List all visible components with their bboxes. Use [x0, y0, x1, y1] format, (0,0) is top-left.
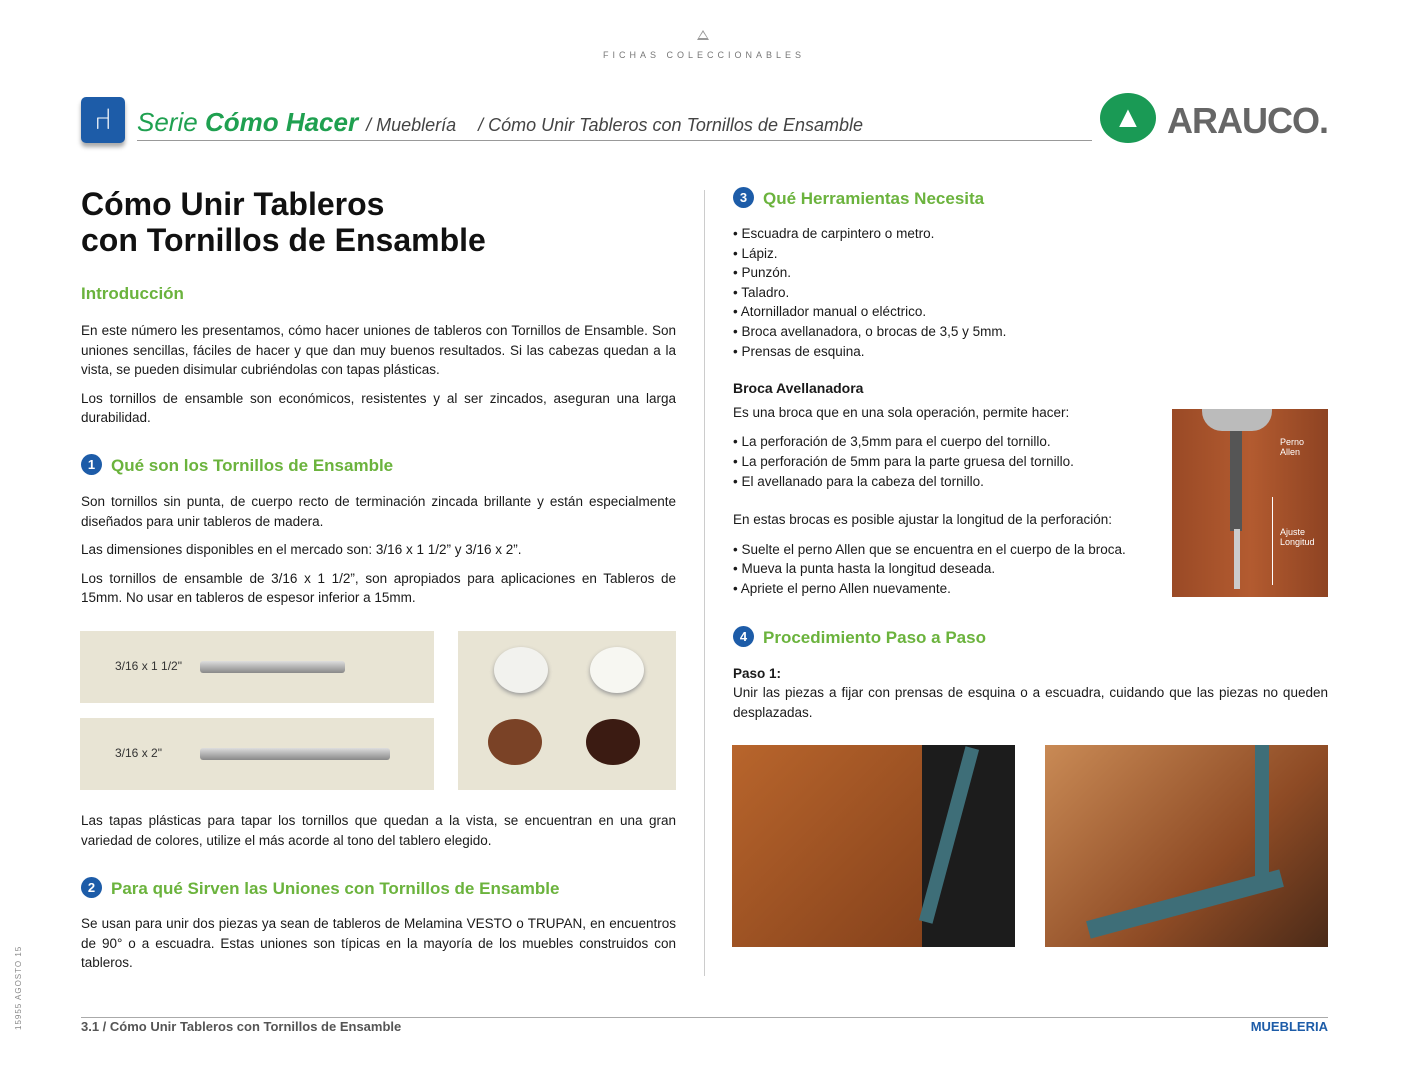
step-1-photo-a — [732, 745, 1015, 947]
screw-label: 3/16 x 2" — [115, 746, 162, 760]
s1-p2: Las dimensiones disponibles en el mercado son: 3/16 x 1 1/2” y 3/16 x 2”. — [81, 542, 522, 558]
list-item: • Broca avellanadora, o brocas de 3,5 y 5mm. — [733, 323, 1007, 339]
list-item: • Mueva la punta hasta la longitud deseada. — [733, 561, 996, 577]
s2-p1: Se usan para unir dos piezas ya sean de tableros de Melamina VESTO o TRUPAN, en encuentros de 90° o a escuadra. Estas uniones son típicas en la mayoría de los muebles construidos con tableros. — [81, 916, 676, 971]
footer-category: MUEBLERIA — [1250, 1019, 1328, 1034]
tools-list — [733, 224, 1328, 361]
section-2-heading: 2 Para qué Sirven las Uniones con Tornillos de Ensamble — [81, 877, 676, 899]
image-label-perno: Perno Allen — [1280, 437, 1305, 457]
list-item: • Taladro. — [733, 284, 790, 300]
step-label: Paso 1: — [733, 665, 782, 681]
number-badge: 2 — [81, 877, 102, 898]
list-item: • Atornillador manual o eléctrico. — [733, 304, 927, 320]
intro-heading: Introducción — [81, 284, 184, 303]
list-item: • Prensas de esquina. — [733, 343, 865, 359]
step-1-photo-b — [1045, 745, 1328, 947]
serie-title: Cómo Hacer — [204, 107, 359, 137]
left-column-lower — [81, 811, 676, 973]
broca-adjust-text: En estas brocas es posible ajustar la longitud de la perforación: — [733, 512, 1112, 528]
left-column — [81, 284, 676, 608]
subheading-broca: Broca Avellanadora — [733, 380, 864, 397]
s1-p4: Las tapas plásticas para tapar los tornillos que quedan a la vista, se encuentran en una gran variedad de colores, utilize el más acorde al tono del tablero elegido. — [81, 813, 676, 848]
drill-bit-image — [1172, 409, 1328, 597]
top-label: FICHAS COLECCIONABLES — [602, 50, 806, 60]
page-title: Cómo Unir Tableros con Tornillos de Ensamble — [81, 186, 486, 258]
list-item: • Suelte el perno Allen que se encuentra en el cuerpo de la broca. — [733, 541, 1126, 557]
screw-label: 3/16 x 1 1/2" — [115, 659, 182, 673]
number-badge: 1 — [81, 454, 102, 475]
chair-icon: ⑁ — [81, 97, 125, 143]
plastic-caps-image — [458, 631, 676, 790]
section-3-heading: 3 Qué Herramientas Necesita — [733, 187, 1328, 209]
side-code: 15955 AGOSTO 15 — [14, 945, 23, 1030]
intro-p1: En este número les presentamos, cómo hacer uniones de tableros con Tornillos de Ensamble. Son uniones sencillas, fáciles de hacer y que dan muy buenos resultados. Si las cabezas quedan a la vista, se pueden disimular cubriéndolas con tapas plásticas. — [81, 323, 676, 378]
arauco-tree-logo-icon: ▲ — [1100, 93, 1156, 143]
column-divider — [704, 190, 705, 976]
brand-logo-text: ARAUCO. — [1167, 100, 1328, 141]
footer-divider — [81, 1017, 1328, 1018]
footer-title: 3.1 / Cómo Unir Tableros con Tornillos de Ensamble — [81, 1019, 402, 1034]
number-badge: 3 — [733, 187, 754, 208]
screw-image-long — [80, 718, 434, 790]
breadcrumb-topic: / Cómo Unir Tableros con Tornillos de Ensamble — [478, 115, 863, 135]
list-item: • Apriete el perno Allen nuevamente. — [733, 580, 951, 596]
list-item: • Lápiz. — [733, 245, 778, 261]
section-4-heading: 4 Procedimiento Paso a Paso — [733, 626, 1328, 648]
series-header — [137, 107, 863, 138]
s1-p1: Son tornillos sin punta, de cuerpo recto de terminación zincada brillante y están especialmente diseñados para unir tableros de madera. — [81, 493, 676, 529]
list-item: • Escuadra de carpintero o metro. — [733, 226, 935, 241]
broca-intro: Es una broca que en una sola operación, permite hacer: — [733, 404, 1070, 420]
breadcrumb-category: / Mueblería — [366, 115, 457, 135]
intro-p2: Los tornillos de ensamble son económicos, resistentes y al ser zincados, aseguran una larga durabilidad. — [81, 390, 676, 426]
step-1-text: Unir las piezas a fijar con prensas de esquina o a escuadra, cuidando que las piezas no queden desplazadas. — [733, 685, 1328, 720]
list-item: • La perforación de 5mm para la parte gruesa del tornillo. — [733, 453, 1074, 469]
list-item: • La perforación de 3,5mm para el cuerpo del tornillo. — [733, 434, 1051, 450]
number-badge: 4 — [733, 626, 754, 647]
serie-label: Serie — [137, 107, 198, 137]
header-divider — [137, 140, 1092, 141]
section-1-heading: 1 Qué son los Tornillos de Ensamble — [81, 454, 676, 476]
image-label-ajuste: Ajuste Longitud — [1280, 527, 1315, 547]
s1-p3: Los tornillos de ensamble de 3/16 x 1 1/2”, son apropiados para aplicaciones en Tableros de 15mm. No usar en tableros de espesor inferior a 15mm. — [81, 570, 676, 606]
triangle-icon — [697, 30, 709, 40]
list-item: • Punzón. — [733, 265, 792, 281]
list-item: • El avellanado para la cabeza del tornillo. — [733, 473, 984, 489]
screw-image-short — [80, 631, 434, 703]
